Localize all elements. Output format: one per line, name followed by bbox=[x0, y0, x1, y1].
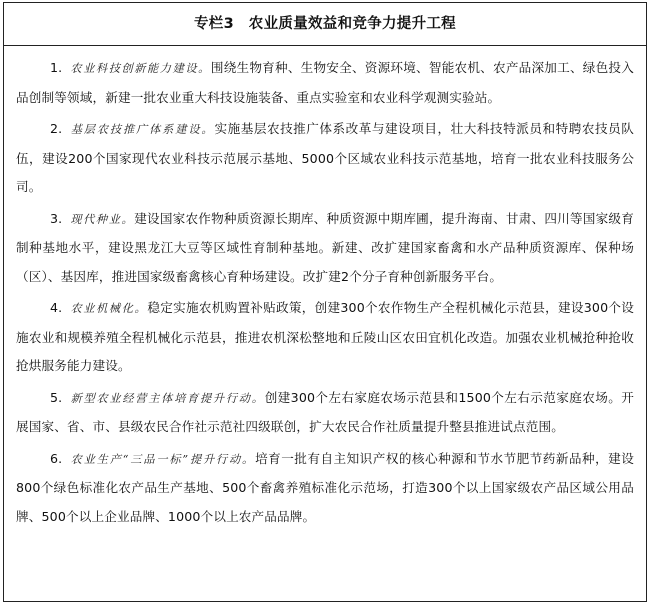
item-text: 培育一批有自主知识产权的核心种源和节水节肥节药新品种，建设800个绿色标准化农产品生产基地、500个畜禽养殖标准化示范场，打造300个以上国家级农产品区域公用品牌、500个以上企业品牌、1000个以上农产品品牌。 bbox=[16, 450, 634, 524]
item-text: 实施基层农技推广体系改革与建设项目，壮大科技特派员和特聘农技员队伍，建设200个国家现代农业科技示范展示基地、5000个区域农业科技示范基地，培育一批农业科技服务公司。 bbox=[16, 121, 634, 194]
item-number: 3. bbox=[50, 210, 63, 226]
item-heading: 农业生产“三品一标”提升行动。 bbox=[70, 452, 256, 466]
item-number: 6. bbox=[50, 450, 63, 466]
item-heading: 农业机械化。 bbox=[70, 302, 148, 315]
item-number: 2. bbox=[50, 121, 63, 136]
item-2 bbox=[16, 115, 634, 202]
column-body bbox=[4, 46, 646, 531]
item-5 bbox=[16, 384, 634, 442]
item-3 bbox=[16, 205, 634, 292]
item-heading: 农业科技创新能力建设。 bbox=[70, 62, 211, 75]
item-1 bbox=[16, 54, 634, 112]
item-heading: 新型农业经营主体培育提升行动。 bbox=[70, 391, 265, 405]
item-text: 建设国家农作物种质资源长期库、种质资源中期库圃，提升海南、甘肃、四川等国家级育制种基地水平，建设黑龙江大豆等区域性育制种基地。新建、改扩建国家畜禽和水产品种质资源库、保种场（区）、基因库，推进国家级畜禽核心育种场建设。改扩建2个分子育种创新服务平台。 bbox=[16, 210, 634, 284]
item-text: 稳定实施农机购置补贴政策，创建300个农作物生产全程机械化示范县，建设300个设施农业和规模养殖全程机械化示范县，推进农机深松整地和丘陵山区农田宜机化改造。加强农业机械抢种抢收抢烘服务能力建设。 bbox=[16, 300, 634, 373]
item-heading: 现代种业。 bbox=[70, 212, 135, 226]
item-number: 5. bbox=[50, 389, 63, 405]
item-number: 1. bbox=[50, 60, 63, 75]
item-text: 围绕生物育种、生物安全、资源环境、智能农机、农产品深加工、绿色投入品创制等领域，新建一批农业重大科技设施装备、重点实验室和农业科学观测实验站。 bbox=[16, 60, 634, 105]
column-title: 专栏3 农业质量效益和竞争力提升工程 bbox=[4, 3, 646, 46]
item-6 bbox=[16, 445, 634, 532]
column-box bbox=[3, 2, 647, 602]
item-text: 创建300个左右家庭农场示范县和1500个左右示范家庭农场。开展国家、省、市、县级农民合作社示范社四级联创，扩大农民合作社质量提升整县推进试点范围。 bbox=[16, 389, 634, 434]
item-heading: 基层农技推广体系建设。 bbox=[70, 123, 215, 136]
item-4 bbox=[16, 294, 634, 381]
item-number: 4. bbox=[50, 300, 63, 315]
